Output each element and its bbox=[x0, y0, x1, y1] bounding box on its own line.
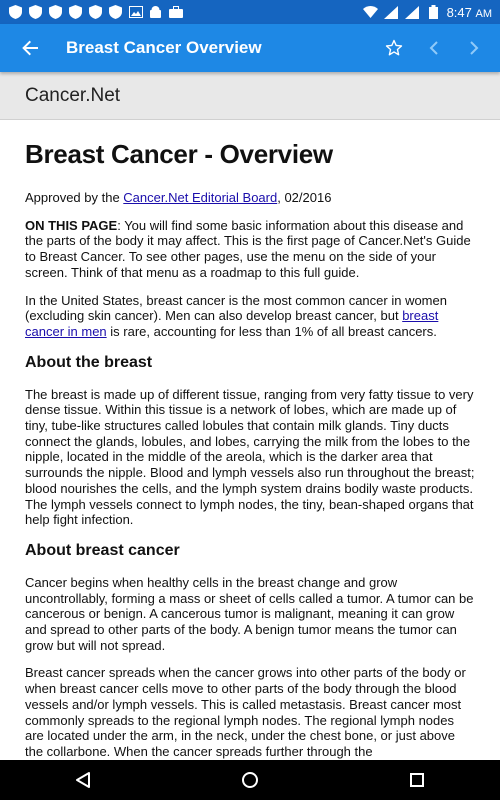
approval-prefix: Approved by the bbox=[25, 190, 124, 205]
section-heading-about-cancer: About breast cancer bbox=[25, 541, 180, 559]
app-bar bbox=[0, 24, 500, 72]
square-recents-icon bbox=[409, 772, 425, 788]
about-cancer-paragraph: Cancer begins when healthy cells in the breast change and grow uncontrollably, forming a mass or sheet of cells called a tumor. A tumor can be cancerous or benign. A cancerous tumor is malignant, meaning it can grow and spread to other parts of the body. A benign tumor means the tumor can grow but will not spread. bbox=[25, 574, 474, 653]
nav-back-button[interactable] bbox=[53, 760, 113, 800]
image-icon bbox=[128, 5, 143, 20]
shield-icon bbox=[48, 5, 63, 20]
metastasis-paragraph: Breast cancer spreads when the cancer grows into other parts of the body or when breast cancer cells move to other parts of the body through the blood vessels and/or lymph vessels. This is called metastasis. Breast cancer most commonly spreads to the regional lymph nodes. The regional lymph nodes are located under the arm, in the neck, under the chest bone, or just above the collarbone. When the cancer spreads further through the bbox=[25, 665, 466, 759]
shield-icon bbox=[108, 5, 123, 20]
star-outline-icon bbox=[385, 39, 403, 57]
on-this-page-text: : You will find some basic information about this disease and the parts of the body it may affect. This is the first page of Cancer.Net's Guide to Breast Cancer. To see other pages, use the menu on the side of your screen. Think of that menu as a roadmap to this full guide. bbox=[25, 217, 471, 280]
article-content[interactable] bbox=[0, 121, 500, 760]
nav-recents-button[interactable] bbox=[387, 760, 447, 800]
us-stats-text-after: is rare, accounting for less than 1% of all breast cancers. bbox=[106, 323, 437, 339]
clock bbox=[447, 5, 492, 20]
shield-icon bbox=[8, 5, 23, 20]
shield-icon bbox=[28, 5, 43, 20]
chevron-right-icon bbox=[469, 41, 479, 55]
status-bar bbox=[0, 0, 500, 24]
us-stats-paragraph bbox=[25, 293, 475, 340]
us-stats-text-before: In the United States, breast cancer is the most common cancer in women (excluding skin cancer). Men can also develop breast cancer, but bbox=[25, 292, 447, 324]
shield-icon bbox=[88, 5, 103, 20]
battery-icon bbox=[426, 5, 441, 20]
android-icon bbox=[148, 5, 163, 20]
site-header bbox=[0, 72, 500, 120]
bookmark-button[interactable] bbox=[374, 24, 414, 72]
nav-home-button[interactable] bbox=[220, 760, 280, 800]
circle-home-icon bbox=[241, 771, 259, 789]
previous-page-button[interactable] bbox=[414, 24, 454, 72]
section-heading-about-breast: About the breast bbox=[25, 353, 153, 371]
approval-line bbox=[25, 190, 475, 206]
system-status bbox=[363, 5, 492, 20]
signal-icon bbox=[405, 5, 420, 20]
briefcase-icon bbox=[168, 5, 183, 20]
chevron-left-icon bbox=[429, 41, 439, 55]
article-title: Breast Cancer - Overview bbox=[25, 139, 333, 169]
clock-time: 8:47 bbox=[446, 4, 472, 20]
app-bar-title: Breast Cancer Overview bbox=[66, 38, 262, 57]
shield-icon bbox=[68, 5, 83, 20]
site-name: Cancer.Net bbox=[25, 84, 121, 106]
back-button[interactable] bbox=[18, 36, 42, 60]
signal-icon bbox=[384, 5, 399, 20]
clock-ampm: AM bbox=[475, 7, 492, 20]
next-page-button[interactable] bbox=[454, 24, 494, 72]
breast-cancer-in-men-link[interactable]: breast cancer in men bbox=[25, 308, 439, 339]
triangle-back-icon bbox=[75, 771, 91, 789]
approval-suffix: , 02/2016 bbox=[277, 190, 332, 205]
editorial-board-link[interactable]: Cancer.Net Editorial Board bbox=[123, 190, 278, 205]
wifi-icon bbox=[363, 5, 378, 20]
about-breast-paragraph: The breast is made up of different tissue, ranging from very fatty tissue to very dense tissue. Within this tissue is a network of lobes, which are made up of tiny, tube-like structures called lobules that contain milk glands. Tiny ducts connect the glands, lobules, and lobes, carrying the milk from the lobes to the nipple, located in the middle of the areola, which is the darker area that surrounds the nipple. Blood and lymph vessels also run throughout the breast; blood nourishes the cells, and the lymph system drains bodily waste products. The lymph vessels connect to lymph nodes, the tiny, bean-shaped organs that help fight infection. bbox=[25, 386, 475, 528]
on-this-page-paragraph bbox=[25, 218, 475, 281]
notification-icons bbox=[8, 5, 183, 20]
arrow-back-icon bbox=[22, 40, 38, 56]
on-this-page-label: ON THIS PAGE bbox=[25, 217, 118, 233]
system-navigation-bar bbox=[0, 760, 500, 800]
